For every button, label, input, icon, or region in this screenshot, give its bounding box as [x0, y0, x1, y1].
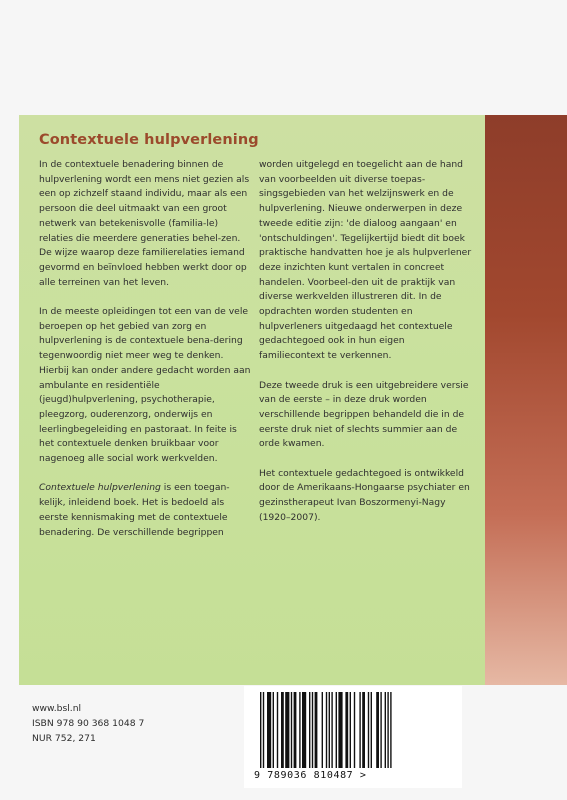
barcode-bar — [260, 692, 261, 768]
barcode-bar — [345, 692, 348, 768]
publisher-website[interactable]: www.bsl.nl — [32, 703, 82, 714]
book-title-italic: Contextuele hulpverlening — [39, 482, 161, 494]
publication-info — [32, 701, 144, 746]
isbn-number: ISBN 978 90 368 1048 7 — [32, 718, 145, 729]
paragraph-6: Het contextuele gedachtegoed is ontwikkeld door de Amerikaans-Hongaarse psychiater en gezinstherapeut Ivan Boszormenyi-Nagy (1920–2007). — [259, 467, 470, 523]
barcode-bar — [315, 692, 318, 768]
barcode-bar — [368, 692, 369, 768]
paragraph-2: In de meeste opleidingen tot een van de vele beroepen op het gebied van zorg en hulpverlening is de contextuele bena-dering tegenwoordig niet meer weg te denken. Hierbij kan onder andere gedacht worden aan ambulante en residentiële (jeugd)hulpverlening, psychotherapie, pleegzorg, ouderenzorg, onderwijs en leerlingbegeleiding en pastoraat. In feite is het contextuele denken bruikbaar voor nagenoeg alle social work werkvelden. — [39, 306, 251, 465]
barcode-bar — [312, 692, 313, 768]
barcode-bar — [376, 692, 379, 768]
barcode-bar — [309, 692, 310, 768]
barcode-bar — [387, 692, 388, 768]
isbn-barcode-icon — [258, 692, 448, 770]
barcode-bar — [299, 692, 300, 768]
barcode-bar — [385, 692, 386, 768]
paragraph-3-text: is een toegan-kelijk, inleidend boek. Het is bedoeld als eerste kennismaking met de contextuele benadering. De verschillende begrippen — [39, 482, 230, 538]
barcode-digits: 9 789036 810487 > — [254, 770, 367, 781]
barcode-bar — [350, 692, 351, 768]
barcode-bar — [281, 692, 284, 768]
brown-gradient-stripe — [485, 115, 567, 685]
barcode-bar — [371, 692, 372, 768]
paragraph-4: worden uitgelegd en toegelicht aan de hand van voorbeelden uit diverse toepas-singsgebieden van het welzijnswerk en de hulpverlening. Nieuwe onderwerpen in deze tweede editie zijn: 'de dialoog aangaan' en 'ontschuldingen'. Tegelijkertijd biedt dit boek praktische handvatten hoe je als hulpverlener deze inzichten kunt vertalen in concreet handelen. Voorbeel-den uit de praktijk van diverse werkvelden illustreren dit. In de opdrachten worden studenten en hulpverleners uitgedaagd het contextuele gedachtegoed ook in hun eigen familiecontext te verkennen. — [259, 159, 472, 362]
barcode-bar — [267, 692, 271, 768]
barcode-bar — [331, 692, 332, 768]
barcode-bar — [380, 692, 381, 768]
nur-code: NUR 752, 271 — [32, 733, 96, 744]
text-column-left — [39, 158, 251, 555]
barcode-bar — [294, 692, 297, 768]
barcode-bar — [326, 692, 327, 768]
barcode-bar — [362, 692, 365, 768]
barcode-bar — [329, 692, 330, 768]
barcode-bar — [359, 692, 360, 768]
text-column-right — [259, 158, 473, 540]
barcode-bar — [354, 692, 355, 768]
cover-title: Contextuele hulpverlening — [39, 132, 259, 148]
barcode-bar — [277, 692, 278, 768]
barcode-bar — [338, 692, 342, 768]
barcode-bar — [390, 692, 391, 768]
paragraph-1: In de contextuele benadering binnen de hulpverlening wordt een mens niet gezien als een op zichzelf staand individu, maar als een persoon die deel uitmaakt van een groot netwerk van betekenisvolle (familia-le) relaties die meerdere generaties behel-zen. De wijze waarop deze familierelaties iemand gevormd en beïnvloed hebben werkt door op alle terreinen van het leven. — [39, 159, 250, 288]
paragraph-5: Deze tweede druk is een uitgebreidere versie van de eerste – in deze druk worden verschillende begrippen behandeld die in de eerste druk niet of slechts summier aan de orde kwamen. — [259, 379, 469, 450]
barcode-bar — [285, 692, 289, 768]
barcode-bar — [273, 692, 274, 768]
barcode-bar — [336, 692, 337, 768]
barcode-area — [244, 686, 462, 788]
barcode-bar — [302, 692, 306, 768]
barcode-bar — [263, 692, 264, 768]
paragraph-3 — [39, 481, 251, 540]
barcode-bar — [291, 692, 292, 768]
barcode-bar — [322, 692, 323, 768]
